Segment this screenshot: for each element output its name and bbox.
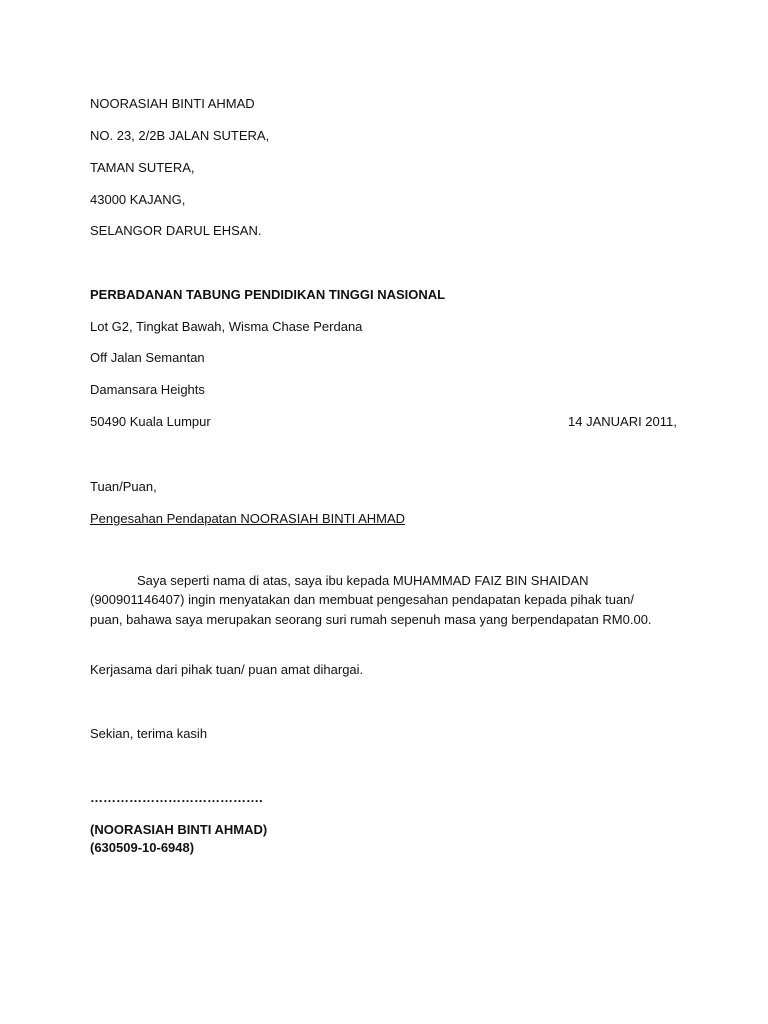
letter-date: 14 JANUARI 2011, <box>568 414 677 429</box>
sender-name: NOORASIAH BINTI AHMAD <box>90 96 255 111</box>
body-paragraph-1 <box>90 571 660 629</box>
closing-text: Sekian, terima kasih <box>90 726 208 741</box>
sender-address-line3: 43000 KAJANG, <box>90 192 186 207</box>
recipient-address-line2: Off Jalan Semantan <box>90 350 205 365</box>
salutation: Tuan/Puan, <box>90 479 157 494</box>
recipient-address-line1: Lot G2, Tingkat Bawah, Wisma Chase Perdana <box>90 319 363 334</box>
subject-line: Pengesahan Pendapatan NOORASIAH BINTI AHMAD <box>90 511 406 526</box>
sender-address-line4: SELANGOR DARUL EHSAN. <box>90 223 262 238</box>
sender-address-line2: TAMAN SUTERA, <box>90 160 195 175</box>
signature-id-number: (630509-10-6948) <box>90 840 195 855</box>
recipient-name: PERBADANAN TABUNG PENDIDIKAN TINGGI NASIONAL <box>90 287 446 302</box>
recipient-address-line3: Damansara Heights <box>90 382 205 397</box>
sender-address-line1: NO. 23, 2/2B JALAN SUTERA, <box>90 128 270 143</box>
body-paragraph-1-text: Saya seperti nama di atas, saya ibu kepada MUHAMMAD FAIZ BIN SHAIDAN (900901146407) ingin menyatakan dan membuat pengesahan pendapatan kepada pihak tuan/ puan, bahawa saya merupakan seorang suri rumah sepenuh masa yang berpendapatan RM0.00. <box>90 573 652 627</box>
recipient-address-line4: 50490 Kuala Lumpur <box>90 414 211 429</box>
signature-name: (NOORASIAH BINTI AHMAD) <box>90 822 268 837</box>
body-paragraph-2: Kerjasama dari pihak tuan/ puan amat dihargai. <box>90 662 364 677</box>
signature-line: …………………………………. <box>90 790 263 805</box>
